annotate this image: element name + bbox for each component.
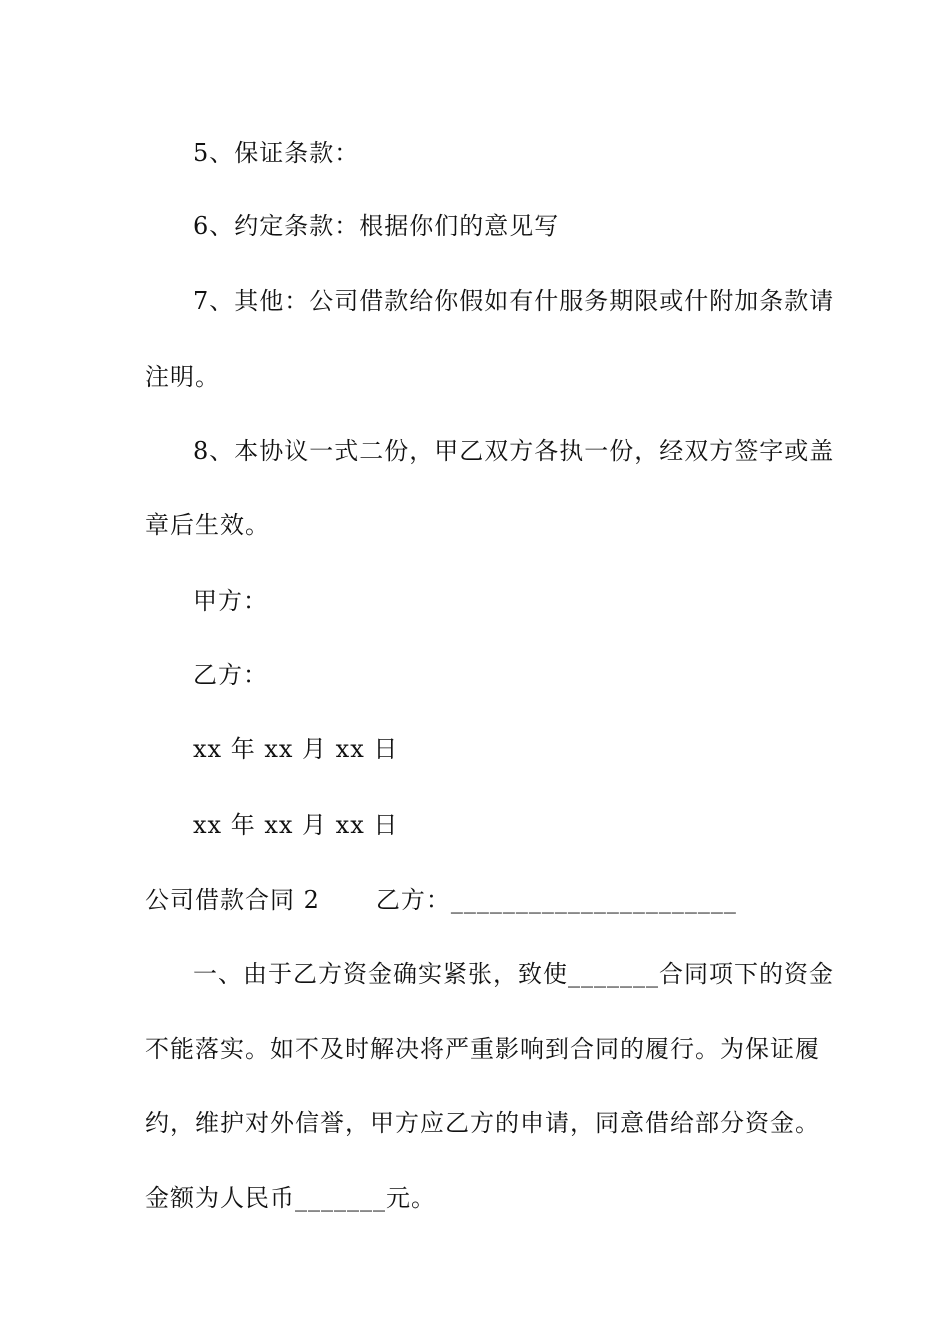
clause-8: 8、本协议一式二份，甲乙双方各执一份，经双方签字或盖 [193, 437, 835, 465]
article-1-line-4: 金额为人民币_______元。 [145, 1184, 436, 1212]
clause-8-continued: 章后生效。 [145, 511, 270, 539]
contract-title-line [145, 884, 737, 916]
clause-7: 7、其他：公司借款给你假如有什服务期限或什附加条款请 [193, 287, 835, 315]
party-b-label: 乙方： [193, 661, 268, 689]
party-a-label: 甲方： [193, 587, 268, 615]
contract-title: 公司借款合同 2 [145, 886, 320, 914]
article-1-line-1: 一、由于乙方资金确实紧张，致使_______合同项下的资金 [193, 960, 834, 988]
article-1-line-3: 约，维护对外信誉，甲方应乙方的申请，同意借给部分资金。 [145, 1109, 820, 1137]
clause-7-continued: 注明。 [145, 363, 220, 391]
article-1-line-2: 不能落实。如不及时解决将严重影响到合同的履行。为保证履 [145, 1035, 820, 1063]
date-line-1: xx 年 xx 月 xx 日 [193, 735, 399, 763]
party-b-blank: 乙方：______________________ [375, 886, 737, 914]
clause-6: 6、约定条款：根据你们的意见写 [193, 212, 560, 240]
clause-5: 5、保证条款： [193, 139, 360, 167]
date-line-2: xx 年 xx 月 xx 日 [193, 811, 399, 839]
